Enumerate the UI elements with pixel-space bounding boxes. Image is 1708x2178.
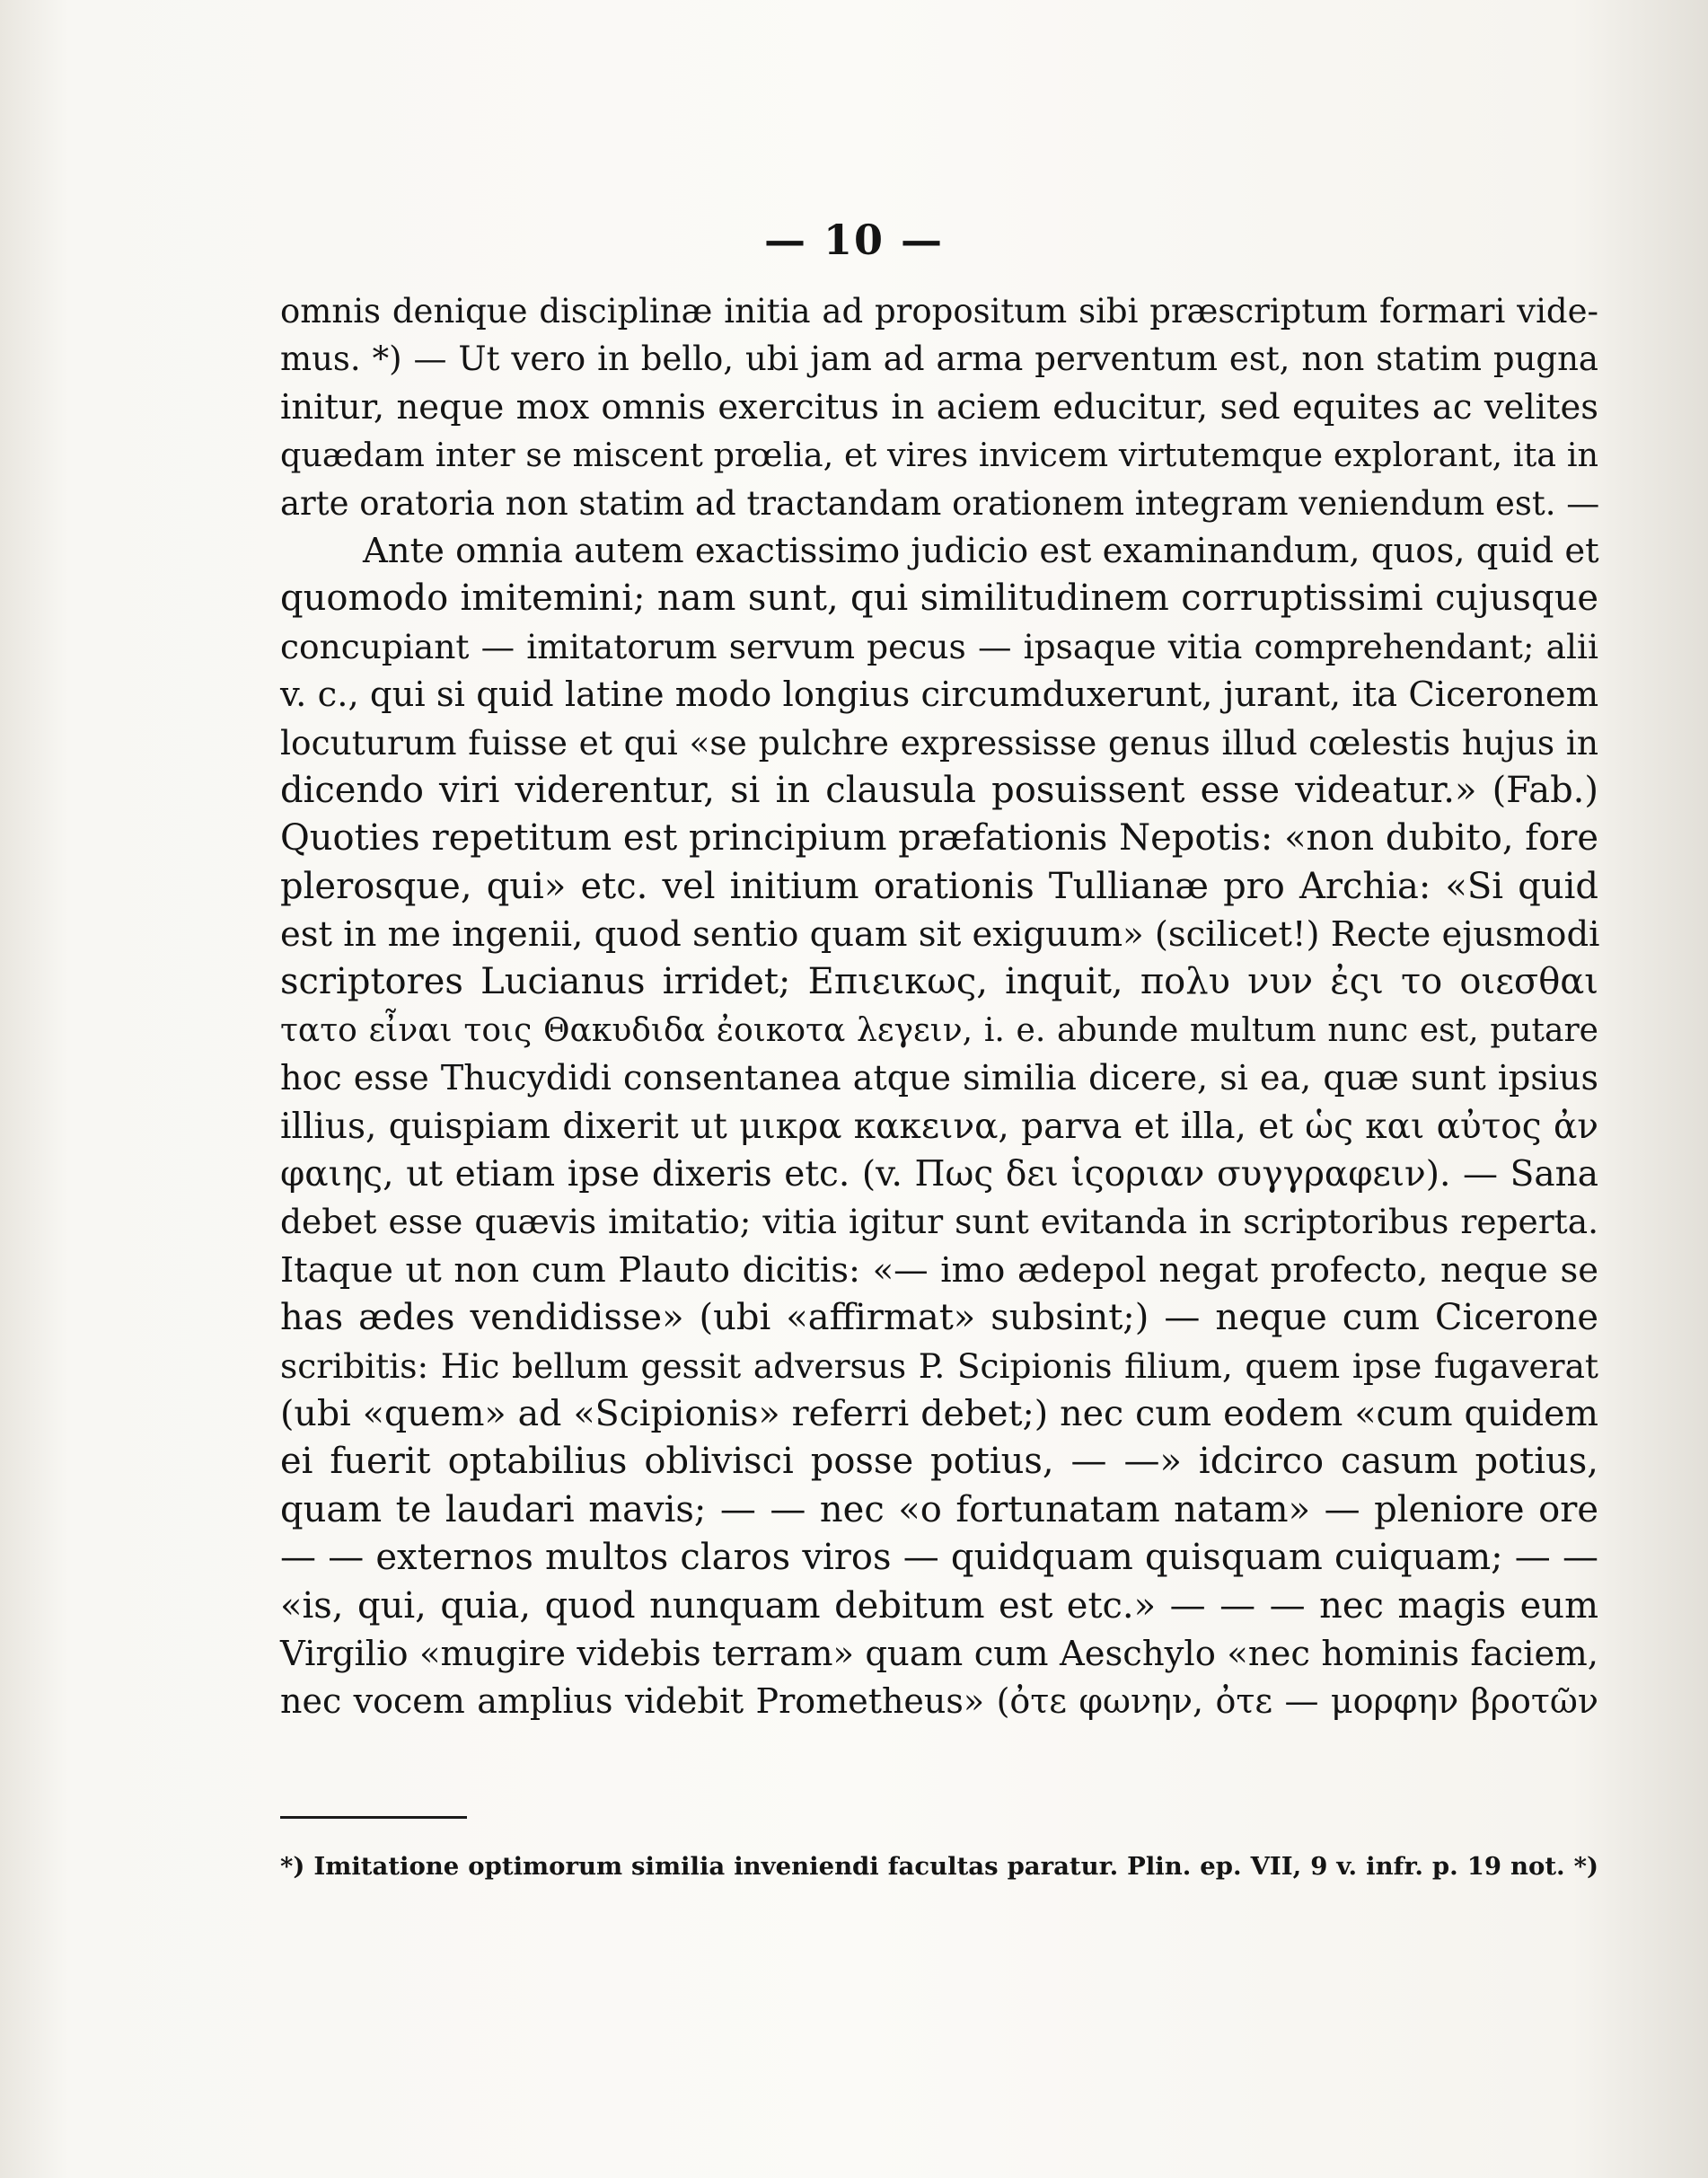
text-line: ei fuerit optabilius oblivisci posse potius, — —» idcirco casum potius, [280,1441,1598,1483]
text-line: τατο εἶναι τοις Θακυδιδα ἐοικοτα λεγειν, i. e. abunde multum nunc est, putare [280,1011,1598,1049]
footnote-separator [280,1816,467,1819]
text-line: hoc esse Thucydidi consentanea atque similia dicere, si ea, quæ sunt ipsius [280,1058,1598,1098]
text-line: plerosque, qui» etc. vel initium orationis Tullianæ pro Archia: «Si quid [280,865,1598,907]
text-line: (ubi «quem» ad «Scipionis» referri debet;) nec cum eodem «cum quidem [280,1392,1598,1434]
text-line: arte oratoria non statim ad tractandam orationem integram veniendum est. — [280,483,1600,523]
text-line: locuturum fuisse et qui «se pulchre expressisse genus illud cœlestis hujus in [280,722,1598,763]
text-line: v. c., qui si quid latine modo longius circumduxerunt, jurant, ita Ciceronem [280,675,1599,716]
text-line: est in me ingenii, quod sentio quam sit exiguum» (scilicet!) Recte ejusmodi [280,914,1600,956]
text-line: quam te laudari mavis; — — nec «o fortunatam natam» — pleniore ore [280,1488,1598,1530]
footnote: *) Imitatione optimorum similia inveniendi facultas paratur. Plin. ep. VII, 9 v. infr. p. 19 not. *) [280,1852,1598,1881]
text-line: dicendo viri viderentur, si in clausula posuissent esse videatur.» (Fab.) [280,769,1598,811]
text-line: Virgilio «mugire videbis terram» quam cum Aeschylo «nec hominis faciem, [280,1633,1598,1674]
text-line: — — externos multos claros viros — quidquam quisquam cuiquam; — — [280,1537,1598,1579]
text-line: concupiant — imitatorum servum pecus — ipsaque vitia comprehendant; alii [280,626,1598,666]
text-line: quomodo imitemini; nam sunt, qui similitudinem corruptissimi cujusque [280,578,1598,620]
text-line: illius, quispiam dixerit ut μικρα κακεινα, parva et illa, et ὡς και αὐτος ἀν [280,1106,1598,1147]
text-line: debet esse quævis imitatio; vitia igitur sunt evitanda in scriptoribus reperta. [280,1202,1598,1242]
text-line: omnis denique disciplinæ initia ad propositum sibi præscriptum formari vide- [280,292,1598,331]
text-line: scribitis: Hic bellum gessit adversus P. Scipionis filium, quem ipse fugaverat [280,1345,1598,1386]
text-line: φαιης, ut etiam ipse dixeris etc. (v. Πως δει ἱςοριαν συγγραφειν). — Sana [280,1154,1598,1195]
text-line: has ædes vendidisse» (ubi «affirmat» subsint;) — neque cum Cicerone [280,1297,1598,1339]
text-line: «is, qui, quia, quod nunquam debitum est etc.» — — — nec magis eum [280,1584,1598,1627]
text-line: quædam inter se miscent prœlia, et vires invicem virtutemque explorant, ita in [280,436,1598,475]
page-number: — 10 — [763,216,945,264]
text-line: initur, neque mox omnis exercitus in aciem educitur, sed equites ac velites [280,386,1598,428]
text-line: Quoties repetitum est principium præfationis Nepotis: «non dubito, fore [280,817,1598,860]
text-line: nec vocem amplius videbit Prometheus» (ὀτε φωνην, ὀτε — μορφην βροτῶν [280,1681,1598,1722]
text-line: Itaque ut non cum Plauto dicitis: «— imo ædepol negat profecto, neque se [280,1249,1598,1291]
text-line: mus. *) — Ut vero in bello, ubi jam ad arma perventum est, non statim pugna [280,339,1598,379]
text-line: Ante omnia autem exactissimo judicio est examinandum, quos, quid et [363,530,1599,571]
text-line: scriptores Lucianus irridet; Επιεικως, inquit, πολυ νυν ἐςι το οιεσθαι [280,961,1598,1003]
body-text [280,287,1598,1726]
